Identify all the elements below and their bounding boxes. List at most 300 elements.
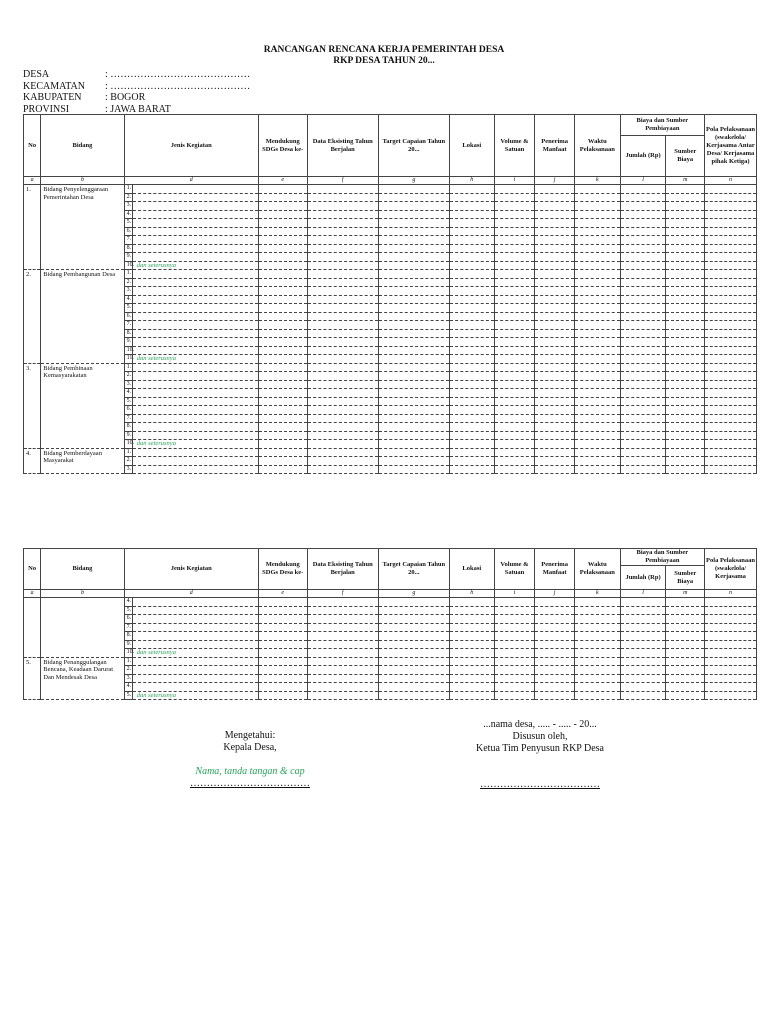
kegiatan-cell[interactable] bbox=[132, 355, 258, 364]
data-cell[interactable] bbox=[620, 615, 666, 624]
data-cell[interactable] bbox=[449, 210, 494, 219]
data-cell[interactable] bbox=[378, 185, 449, 194]
data-cell[interactable] bbox=[307, 261, 378, 270]
data-cell[interactable] bbox=[666, 448, 705, 457]
data-cell[interactable] bbox=[378, 210, 449, 219]
data-cell[interactable] bbox=[705, 372, 757, 381]
data-cell[interactable] bbox=[535, 253, 575, 262]
data-cell[interactable] bbox=[535, 440, 575, 449]
data-cell[interactable] bbox=[620, 329, 666, 338]
data-cell[interactable] bbox=[449, 465, 494, 474]
data-cell[interactable] bbox=[574, 210, 620, 219]
data-cell[interactable] bbox=[574, 278, 620, 287]
data-cell[interactable] bbox=[535, 210, 575, 219]
data-cell[interactable] bbox=[620, 312, 666, 321]
data-cell[interactable] bbox=[494, 227, 535, 236]
data-cell[interactable] bbox=[378, 346, 449, 355]
data-cell[interactable] bbox=[535, 457, 575, 466]
data-cell[interactable] bbox=[620, 431, 666, 440]
data-cell[interactable] bbox=[258, 287, 307, 296]
data-cell[interactable] bbox=[535, 414, 575, 423]
data-cell[interactable] bbox=[307, 185, 378, 194]
data-cell[interactable] bbox=[378, 397, 449, 406]
data-cell[interactable] bbox=[705, 304, 757, 313]
data-cell[interactable] bbox=[494, 355, 535, 364]
data-cell[interactable] bbox=[258, 440, 307, 449]
kegiatan-cell[interactable] bbox=[132, 666, 258, 675]
data-cell[interactable] bbox=[258, 448, 307, 457]
data-cell[interactable] bbox=[535, 465, 575, 474]
data-cell[interactable] bbox=[705, 465, 757, 474]
data-cell[interactable] bbox=[666, 227, 705, 236]
data-cell[interactable] bbox=[574, 193, 620, 202]
data-cell[interactable] bbox=[258, 598, 307, 607]
data-cell[interactable] bbox=[258, 683, 307, 692]
data-cell[interactable] bbox=[449, 674, 494, 683]
data-cell[interactable] bbox=[574, 397, 620, 406]
data-cell[interactable] bbox=[620, 674, 666, 683]
data-cell[interactable] bbox=[449, 615, 494, 624]
data-cell[interactable] bbox=[449, 193, 494, 202]
data-cell[interactable] bbox=[574, 423, 620, 432]
data-cell[interactable] bbox=[449, 355, 494, 364]
kegiatan-cell[interactable] bbox=[132, 372, 258, 381]
data-cell[interactable] bbox=[535, 346, 575, 355]
data-cell[interactable] bbox=[620, 606, 666, 615]
data-cell[interactable] bbox=[494, 236, 535, 245]
data-cell[interactable] bbox=[666, 355, 705, 364]
data-cell[interactable] bbox=[378, 649, 449, 658]
data-cell[interactable] bbox=[307, 683, 378, 692]
data-cell[interactable] bbox=[666, 406, 705, 415]
data-cell[interactable] bbox=[494, 253, 535, 262]
kegiatan-cell[interactable] bbox=[132, 431, 258, 440]
data-cell[interactable] bbox=[620, 270, 666, 279]
data-cell[interactable] bbox=[705, 632, 757, 641]
data-cell[interactable] bbox=[307, 448, 378, 457]
data-cell[interactable] bbox=[307, 210, 378, 219]
data-cell[interactable] bbox=[574, 623, 620, 632]
data-cell[interactable] bbox=[494, 414, 535, 423]
data-cell[interactable] bbox=[494, 389, 535, 398]
data-cell[interactable] bbox=[535, 423, 575, 432]
data-cell[interactable] bbox=[449, 632, 494, 641]
data-cell[interactable] bbox=[258, 431, 307, 440]
data-cell[interactable] bbox=[705, 649, 757, 658]
kegiatan-cell[interactable] bbox=[132, 304, 258, 313]
data-cell[interactable] bbox=[307, 632, 378, 641]
data-cell[interactable] bbox=[535, 598, 575, 607]
data-cell[interactable] bbox=[666, 691, 705, 700]
data-cell[interactable] bbox=[258, 227, 307, 236]
data-cell[interactable] bbox=[258, 606, 307, 615]
data-cell[interactable] bbox=[307, 457, 378, 466]
data-cell[interactable] bbox=[494, 657, 535, 666]
data-cell[interactable] bbox=[620, 219, 666, 228]
data-cell[interactable] bbox=[705, 406, 757, 415]
data-cell[interactable] bbox=[574, 640, 620, 649]
data-cell[interactable] bbox=[449, 598, 494, 607]
data-cell[interactable] bbox=[666, 236, 705, 245]
data-cell[interactable] bbox=[535, 632, 575, 641]
data-cell[interactable] bbox=[258, 666, 307, 675]
data-cell[interactable] bbox=[620, 397, 666, 406]
data-cell[interactable] bbox=[449, 329, 494, 338]
data-cell[interactable] bbox=[494, 372, 535, 381]
data-cell[interactable] bbox=[620, 210, 666, 219]
data-cell[interactable] bbox=[258, 312, 307, 321]
data-cell[interactable] bbox=[574, 253, 620, 262]
data-cell[interactable] bbox=[535, 666, 575, 675]
kegiatan-cell[interactable] bbox=[132, 329, 258, 338]
data-cell[interactable] bbox=[449, 236, 494, 245]
data-cell[interactable] bbox=[574, 431, 620, 440]
data-cell[interactable] bbox=[449, 338, 494, 347]
data-cell[interactable] bbox=[307, 219, 378, 228]
data-cell[interactable] bbox=[666, 615, 705, 624]
data-cell[interactable] bbox=[258, 329, 307, 338]
data-cell[interactable] bbox=[620, 406, 666, 415]
data-cell[interactable] bbox=[620, 363, 666, 372]
data-cell[interactable] bbox=[258, 632, 307, 641]
kegiatan-cell[interactable] bbox=[132, 406, 258, 415]
data-cell[interactable] bbox=[574, 674, 620, 683]
data-cell[interactable] bbox=[449, 414, 494, 423]
kegiatan-cell[interactable] bbox=[132, 632, 258, 641]
data-cell[interactable] bbox=[666, 457, 705, 466]
data-cell[interactable] bbox=[574, 683, 620, 692]
data-cell[interactable] bbox=[258, 640, 307, 649]
data-cell[interactable] bbox=[666, 185, 705, 194]
data-cell[interactable] bbox=[378, 261, 449, 270]
data-cell[interactable] bbox=[494, 423, 535, 432]
data-cell[interactable] bbox=[535, 287, 575, 296]
data-cell[interactable] bbox=[666, 606, 705, 615]
data-cell[interactable] bbox=[494, 640, 535, 649]
data-cell[interactable] bbox=[494, 623, 535, 632]
data-cell[interactable] bbox=[574, 346, 620, 355]
data-cell[interactable] bbox=[535, 389, 575, 398]
data-cell[interactable] bbox=[307, 253, 378, 262]
data-cell[interactable] bbox=[449, 219, 494, 228]
data-cell[interactable] bbox=[705, 338, 757, 347]
data-cell[interactable] bbox=[307, 465, 378, 474]
kegiatan-cell[interactable] bbox=[132, 270, 258, 279]
data-cell[interactable] bbox=[258, 414, 307, 423]
data-cell[interactable] bbox=[258, 363, 307, 372]
data-cell[interactable] bbox=[494, 278, 535, 287]
data-cell[interactable] bbox=[535, 431, 575, 440]
data-cell[interactable] bbox=[535, 278, 575, 287]
kegiatan-cell[interactable] bbox=[132, 389, 258, 398]
data-cell[interactable] bbox=[620, 372, 666, 381]
data-cell[interactable] bbox=[705, 674, 757, 683]
data-cell[interactable] bbox=[666, 632, 705, 641]
data-cell[interactable] bbox=[666, 640, 705, 649]
data-cell[interactable] bbox=[620, 185, 666, 194]
data-cell[interactable] bbox=[535, 380, 575, 389]
data-cell[interactable] bbox=[494, 338, 535, 347]
data-cell[interactable] bbox=[307, 295, 378, 304]
data-cell[interactable] bbox=[378, 389, 449, 398]
kegiatan-cell[interactable] bbox=[132, 598, 258, 607]
data-cell[interactable] bbox=[574, 649, 620, 658]
data-cell[interactable] bbox=[574, 202, 620, 211]
data-cell[interactable] bbox=[307, 329, 378, 338]
data-cell[interactable] bbox=[258, 657, 307, 666]
data-cell[interactable] bbox=[307, 338, 378, 347]
data-cell[interactable] bbox=[258, 372, 307, 381]
kegiatan-cell[interactable] bbox=[132, 278, 258, 287]
data-cell[interactable] bbox=[494, 261, 535, 270]
data-cell[interactable] bbox=[620, 683, 666, 692]
data-cell[interactable] bbox=[307, 674, 378, 683]
data-cell[interactable] bbox=[307, 397, 378, 406]
data-cell[interactable] bbox=[449, 440, 494, 449]
data-cell[interactable] bbox=[494, 321, 535, 330]
data-cell[interactable] bbox=[307, 598, 378, 607]
data-cell[interactable] bbox=[449, 253, 494, 262]
kegiatan-cell[interactable] bbox=[132, 210, 258, 219]
data-cell[interactable] bbox=[705, 261, 757, 270]
data-cell[interactable] bbox=[307, 193, 378, 202]
data-cell[interactable] bbox=[666, 202, 705, 211]
data-cell[interactable] bbox=[494, 666, 535, 675]
data-cell[interactable] bbox=[705, 666, 757, 675]
data-cell[interactable] bbox=[494, 287, 535, 296]
data-cell[interactable] bbox=[705, 457, 757, 466]
data-cell[interactable] bbox=[705, 389, 757, 398]
data-cell[interactable] bbox=[666, 295, 705, 304]
data-cell[interactable] bbox=[535, 657, 575, 666]
data-cell[interactable] bbox=[705, 287, 757, 296]
data-cell[interactable] bbox=[494, 202, 535, 211]
data-cell[interactable] bbox=[574, 372, 620, 381]
data-cell[interactable] bbox=[494, 244, 535, 253]
data-cell[interactable] bbox=[449, 295, 494, 304]
data-cell[interactable] bbox=[666, 253, 705, 262]
data-cell[interactable] bbox=[535, 355, 575, 364]
kegiatan-cell[interactable] bbox=[132, 244, 258, 253]
data-cell[interactable] bbox=[574, 691, 620, 700]
data-cell[interactable] bbox=[378, 640, 449, 649]
data-cell[interactable] bbox=[620, 423, 666, 432]
data-cell[interactable] bbox=[378, 448, 449, 457]
data-cell[interactable] bbox=[494, 431, 535, 440]
data-cell[interactable] bbox=[449, 623, 494, 632]
data-cell[interactable] bbox=[535, 674, 575, 683]
data-cell[interactable] bbox=[307, 363, 378, 372]
data-cell[interactable] bbox=[258, 674, 307, 683]
data-cell[interactable] bbox=[258, 355, 307, 364]
kegiatan-cell[interactable] bbox=[132, 615, 258, 624]
kegiatan-cell[interactable] bbox=[132, 448, 258, 457]
data-cell[interactable] bbox=[666, 219, 705, 228]
data-cell[interactable] bbox=[378, 406, 449, 415]
data-cell[interactable] bbox=[620, 440, 666, 449]
data-cell[interactable] bbox=[620, 338, 666, 347]
data-cell[interactable] bbox=[705, 623, 757, 632]
data-cell[interactable] bbox=[258, 465, 307, 474]
data-cell[interactable] bbox=[574, 338, 620, 347]
data-cell[interactable] bbox=[449, 346, 494, 355]
data-cell[interactable] bbox=[666, 312, 705, 321]
data-cell[interactable] bbox=[574, 261, 620, 270]
data-cell[interactable] bbox=[574, 389, 620, 398]
data-cell[interactable] bbox=[494, 193, 535, 202]
data-cell[interactable] bbox=[666, 380, 705, 389]
data-cell[interactable] bbox=[378, 691, 449, 700]
data-cell[interactable] bbox=[494, 440, 535, 449]
data-cell[interactable] bbox=[378, 465, 449, 474]
data-cell[interactable] bbox=[535, 649, 575, 658]
data-cell[interactable] bbox=[705, 321, 757, 330]
data-cell[interactable] bbox=[620, 346, 666, 355]
data-cell[interactable] bbox=[620, 278, 666, 287]
data-cell[interactable] bbox=[449, 606, 494, 615]
data-cell[interactable] bbox=[494, 448, 535, 457]
data-cell[interactable] bbox=[449, 406, 494, 415]
data-cell[interactable] bbox=[666, 193, 705, 202]
data-cell[interactable] bbox=[705, 414, 757, 423]
data-cell[interactable] bbox=[378, 440, 449, 449]
data-cell[interactable] bbox=[307, 355, 378, 364]
data-cell[interactable] bbox=[574, 363, 620, 372]
data-cell[interactable] bbox=[494, 615, 535, 624]
data-cell[interactable] bbox=[258, 397, 307, 406]
data-cell[interactable] bbox=[378, 414, 449, 423]
data-cell[interactable] bbox=[449, 423, 494, 432]
data-cell[interactable] bbox=[449, 380, 494, 389]
data-cell[interactable] bbox=[307, 236, 378, 245]
data-cell[interactable] bbox=[307, 244, 378, 253]
data-cell[interactable] bbox=[494, 270, 535, 279]
data-cell[interactable] bbox=[574, 440, 620, 449]
data-cell[interactable] bbox=[705, 363, 757, 372]
kegiatan-cell[interactable] bbox=[132, 397, 258, 406]
data-cell[interactable] bbox=[449, 457, 494, 466]
kegiatan-cell[interactable] bbox=[132, 606, 258, 615]
data-cell[interactable] bbox=[494, 632, 535, 641]
kegiatan-cell[interactable] bbox=[132, 346, 258, 355]
data-cell[interactable] bbox=[666, 270, 705, 279]
data-cell[interactable] bbox=[307, 606, 378, 615]
data-cell[interactable] bbox=[307, 657, 378, 666]
data-cell[interactable] bbox=[666, 649, 705, 658]
data-cell[interactable] bbox=[574, 227, 620, 236]
data-cell[interactable] bbox=[494, 649, 535, 658]
data-cell[interactable] bbox=[535, 397, 575, 406]
data-cell[interactable] bbox=[535, 406, 575, 415]
data-cell[interactable] bbox=[620, 321, 666, 330]
data-cell[interactable] bbox=[378, 683, 449, 692]
data-cell[interactable] bbox=[494, 346, 535, 355]
data-cell[interactable] bbox=[378, 270, 449, 279]
data-cell[interactable] bbox=[535, 683, 575, 692]
data-cell[interactable] bbox=[494, 691, 535, 700]
data-cell[interactable] bbox=[705, 227, 757, 236]
data-cell[interactable] bbox=[620, 649, 666, 658]
data-cell[interactable] bbox=[620, 244, 666, 253]
data-cell[interactable] bbox=[494, 363, 535, 372]
data-cell[interactable] bbox=[666, 304, 705, 313]
data-cell[interactable] bbox=[378, 295, 449, 304]
data-cell[interactable] bbox=[666, 598, 705, 607]
data-cell[interactable] bbox=[378, 193, 449, 202]
data-cell[interactable] bbox=[535, 623, 575, 632]
data-cell[interactable] bbox=[620, 193, 666, 202]
data-cell[interactable] bbox=[378, 287, 449, 296]
data-cell[interactable] bbox=[258, 278, 307, 287]
data-cell[interactable] bbox=[535, 295, 575, 304]
data-cell[interactable] bbox=[307, 440, 378, 449]
data-cell[interactable] bbox=[449, 227, 494, 236]
data-cell[interactable] bbox=[449, 304, 494, 313]
data-cell[interactable] bbox=[378, 380, 449, 389]
data-cell[interactable] bbox=[620, 640, 666, 649]
data-cell[interactable] bbox=[705, 640, 757, 649]
data-cell[interactable] bbox=[378, 615, 449, 624]
data-cell[interactable] bbox=[620, 227, 666, 236]
kegiatan-cell[interactable] bbox=[132, 363, 258, 372]
data-cell[interactable] bbox=[494, 674, 535, 683]
data-cell[interactable] bbox=[535, 227, 575, 236]
data-cell[interactable] bbox=[666, 389, 705, 398]
data-cell[interactable] bbox=[258, 185, 307, 194]
data-cell[interactable] bbox=[494, 457, 535, 466]
data-cell[interactable] bbox=[574, 355, 620, 364]
kegiatan-cell[interactable] bbox=[132, 457, 258, 466]
data-cell[interactable] bbox=[535, 270, 575, 279]
data-cell[interactable] bbox=[620, 380, 666, 389]
data-cell[interactable] bbox=[258, 691, 307, 700]
kegiatan-cell[interactable] bbox=[132, 465, 258, 474]
data-cell[interactable] bbox=[378, 598, 449, 607]
data-cell[interactable] bbox=[258, 338, 307, 347]
data-cell[interactable] bbox=[620, 202, 666, 211]
data-cell[interactable] bbox=[258, 202, 307, 211]
data-cell[interactable] bbox=[620, 598, 666, 607]
data-cell[interactable] bbox=[535, 193, 575, 202]
data-cell[interactable] bbox=[535, 372, 575, 381]
data-cell[interactable] bbox=[535, 338, 575, 347]
data-cell[interactable] bbox=[494, 329, 535, 338]
kegiatan-cell[interactable] bbox=[132, 440, 258, 449]
data-cell[interactable] bbox=[258, 253, 307, 262]
data-cell[interactable] bbox=[307, 423, 378, 432]
data-cell[interactable] bbox=[666, 321, 705, 330]
data-cell[interactable] bbox=[258, 244, 307, 253]
data-cell[interactable] bbox=[574, 632, 620, 641]
data-cell[interactable] bbox=[574, 304, 620, 313]
data-cell[interactable] bbox=[378, 321, 449, 330]
data-cell[interactable] bbox=[378, 244, 449, 253]
data-cell[interactable] bbox=[574, 448, 620, 457]
data-cell[interactable] bbox=[307, 287, 378, 296]
data-cell[interactable] bbox=[258, 406, 307, 415]
data-cell[interactable] bbox=[258, 210, 307, 219]
data-cell[interactable] bbox=[307, 649, 378, 658]
data-cell[interactable] bbox=[378, 202, 449, 211]
data-cell[interactable] bbox=[705, 210, 757, 219]
data-cell[interactable] bbox=[307, 227, 378, 236]
data-cell[interactable] bbox=[705, 329, 757, 338]
data-cell[interactable] bbox=[378, 329, 449, 338]
data-cell[interactable] bbox=[705, 448, 757, 457]
data-cell[interactable] bbox=[307, 431, 378, 440]
data-cell[interactable] bbox=[378, 457, 449, 466]
data-cell[interactable] bbox=[574, 406, 620, 415]
